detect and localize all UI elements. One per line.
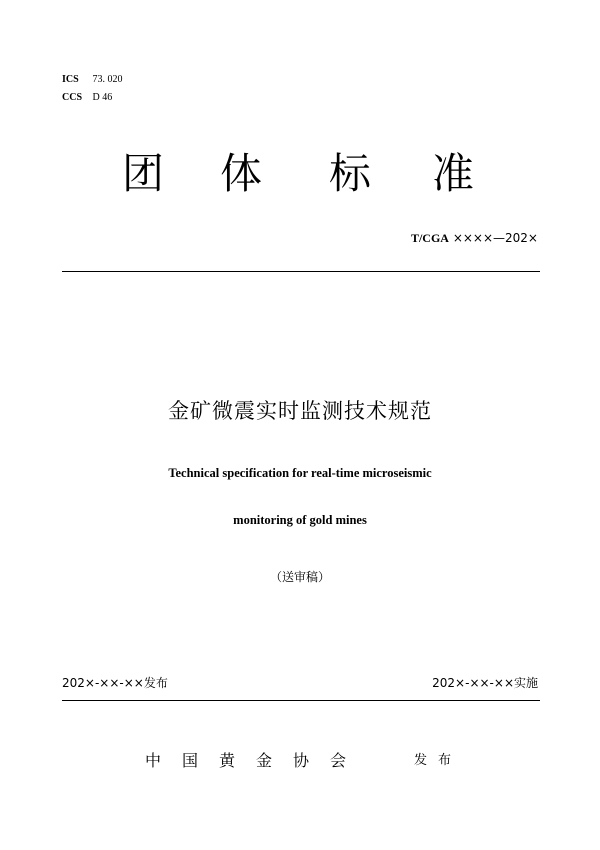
issue-action: 发布 [414,753,463,768]
ccs-code [62,92,112,104]
publish-date: 202×-××-××发布 [62,676,168,690]
document-type-char: 体 [220,149,263,198]
ics-code [62,74,123,86]
issuing-organization: 中国黄金协会 [145,751,368,770]
document-type-char: 准 [432,149,475,198]
top-divider [62,271,540,272]
document-type-char: 标 [329,149,372,198]
standard-number [411,230,538,246]
ics-value: 73. 020 [92,74,123,85]
document-type-char: 团 [122,149,165,198]
ics-label: ICS [62,74,79,85]
standard-number-prefix: T/CGA [410,231,449,245]
title-english-line-1: Technical specification for real-time microseismic [168,466,432,480]
bottom-divider [62,700,540,701]
draft-status: （送审稿） [269,570,330,584]
ccs-label: CCS [62,92,83,103]
document-type-heading [0,146,600,202]
title-english-line-2: monitoring of gold mines [233,513,367,527]
ccs-value: D 46 [92,92,113,103]
standard-number-value: ××××—202× [452,231,538,245]
issuer-line [0,750,600,772]
implement-date: 202×-××-××实施 [432,676,538,690]
title-chinese: 金矿微震实时监测技术规范 [168,399,432,423]
